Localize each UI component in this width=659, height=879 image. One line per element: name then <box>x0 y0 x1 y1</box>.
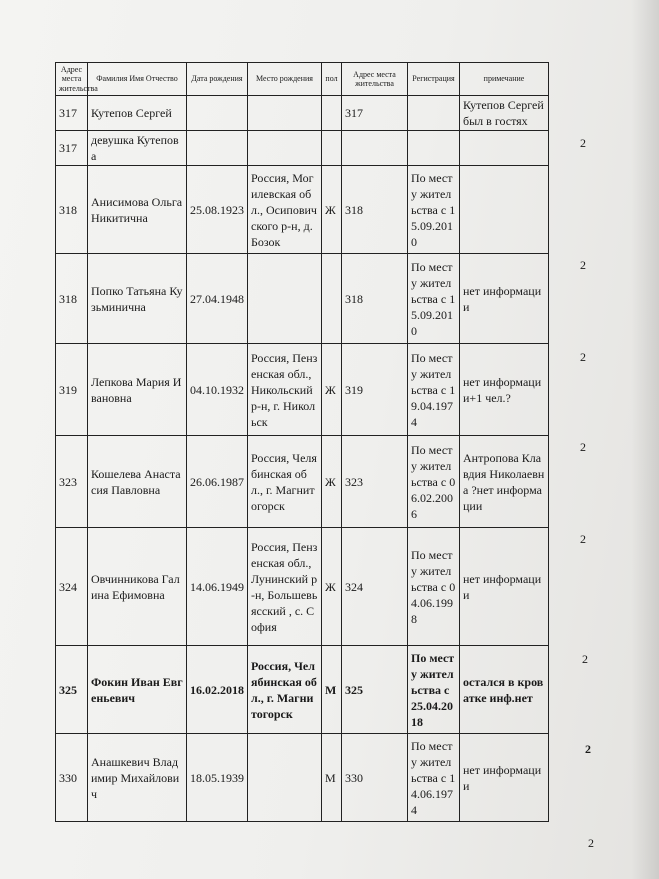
cell-registration: По месту жительства с 19.04.1974 <box>408 344 460 436</box>
header-sex: пол <box>322 63 342 96</box>
cell-address: 318 <box>56 254 88 344</box>
cell-birth-place: Россия, Могилевская обл., Осиповичского р-н, д. Бозок <box>248 166 322 254</box>
margin-mark: 2 <box>580 136 586 150</box>
residents-table <box>55 62 549 822</box>
cell-name: Кутепов Сергей <box>88 96 187 131</box>
cell-note: остался в кроватке инф.нет <box>460 646 549 734</box>
cell-sex <box>322 131 342 166</box>
cell-address: 319 <box>56 344 88 436</box>
cell-registration: По месту жительства с 14.06.1974 <box>408 734 460 822</box>
header-address: Адрес места жительства <box>56 63 88 96</box>
cell-sex: Ж <box>322 344 342 436</box>
cell-name: Кошелева Анастасия Павловна <box>88 436 187 528</box>
header-name: Фамилия Имя Отчество <box>88 63 187 96</box>
cell-birth-date: 16.02.2018 <box>187 646 248 734</box>
cell-note <box>460 166 549 254</box>
cell-note: нет информации <box>460 734 549 822</box>
cell-sex <box>322 96 342 131</box>
table-row <box>56 96 549 131</box>
header-birth-place: Место рождения <box>248 63 322 96</box>
cell-registration: По месту жительства с 15.09.2010 <box>408 166 460 254</box>
cell-sex: Ж <box>322 166 342 254</box>
cell-name: Лепкова Мария Ивановна <box>88 344 187 436</box>
cell-birth-place: Россия, Пензенская обл., Никольский р-н, г. Никольск <box>248 344 322 436</box>
page-edge-shadow <box>631 0 659 879</box>
margin-mark: 2 <box>580 258 586 272</box>
cell-name: Анисимова Ольга Никитична <box>88 166 187 254</box>
cell-residence: 323 <box>342 436 408 528</box>
table-row <box>56 131 549 166</box>
margin-mark: 2 <box>580 350 586 364</box>
cell-registration: По месту жительства с 06.02.2006 <box>408 436 460 528</box>
cell-residence <box>342 131 408 166</box>
cell-sex: М <box>322 646 342 734</box>
cell-name: Попко Татьяна Кузьминична <box>88 254 187 344</box>
cell-address: 318 <box>56 166 88 254</box>
cell-address: 330 <box>56 734 88 822</box>
cell-birth-place: Россия, Пензенская обл., Лунинский р-н, Большевьясский , с. София <box>248 528 322 646</box>
cell-address: 323 <box>56 436 88 528</box>
cell-note: нет информации <box>460 254 549 344</box>
cell-residence: 318 <box>342 166 408 254</box>
cell-birth-date: 25.08.1923 <box>187 166 248 254</box>
cell-birth-date <box>187 131 248 166</box>
cell-registration: По месту жительства с 25.04.2018 <box>408 646 460 734</box>
cell-birth-date: 27.04.1948 <box>187 254 248 344</box>
table-body <box>56 96 549 822</box>
cell-birth-date: 26.06.1987 <box>187 436 248 528</box>
table-row <box>56 734 549 822</box>
table-row <box>56 646 549 734</box>
table-row <box>56 344 549 436</box>
cell-birth-place <box>248 131 322 166</box>
table-row <box>56 254 549 344</box>
cell-residence: 319 <box>342 344 408 436</box>
cell-name: Фокин Иван Евгеньевич <box>88 646 187 734</box>
header-birth-date: Дата рождения <box>187 63 248 96</box>
margin-mark: 2 <box>588 836 594 850</box>
cell-address: 317 <box>56 131 88 166</box>
margin-mark: 2 <box>580 440 586 454</box>
cell-birth-place: Россия, Челябинская обл., г. Магнитогорск <box>248 436 322 528</box>
cell-sex: М <box>322 734 342 822</box>
cell-birth-place: Россия, Челябинская обл., г. Магнитогорск <box>248 646 322 734</box>
table-row <box>56 528 549 646</box>
cell-birth-place <box>248 734 322 822</box>
cell-registration: По месту жительства с 15.09.2010 <box>408 254 460 344</box>
cell-sex: Ж <box>322 436 342 528</box>
table-row <box>56 436 549 528</box>
cell-sex <box>322 254 342 344</box>
cell-birth-place <box>248 254 322 344</box>
cell-note: Антропова Клавдия Николаевна ?нет информации <box>460 436 549 528</box>
cell-name: девушка Кутепова <box>88 131 187 166</box>
cell-birth-place <box>248 96 322 131</box>
header-residence: Адрес места жительства <box>342 63 408 96</box>
cell-address: 325 <box>56 646 88 734</box>
header-registration: Регистрация <box>408 63 460 96</box>
cell-residence: 330 <box>342 734 408 822</box>
cell-residence: 318 <box>342 254 408 344</box>
cell-birth-date: 14.06.1949 <box>187 528 248 646</box>
cell-note: Кутепов Сергей был в гостях <box>460 96 549 131</box>
margin-mark: 2 <box>580 532 586 546</box>
cell-name: Овчинникова Галина Ефимовна <box>88 528 187 646</box>
cell-registration: По месту жительства с 04.06.1998 <box>408 528 460 646</box>
header-row <box>56 63 549 96</box>
cell-residence: 325 <box>342 646 408 734</box>
margin-mark: 2 <box>582 652 588 666</box>
cell-note: нет информации <box>460 528 549 646</box>
cell-residence: 324 <box>342 528 408 646</box>
cell-birth-date <box>187 96 248 131</box>
cell-sex: Ж <box>322 528 342 646</box>
table-header <box>56 63 549 96</box>
table-row <box>56 166 549 254</box>
cell-note <box>460 131 549 166</box>
header-note: примечание <box>460 63 549 96</box>
cell-birth-date: 04.10.1932 <box>187 344 248 436</box>
cell-address: 317 <box>56 96 88 131</box>
cell-address: 324 <box>56 528 88 646</box>
cell-name: Анашкевич Владимир Михайлович <box>88 734 187 822</box>
margin-mark: 2 <box>585 742 591 756</box>
cell-registration <box>408 131 460 166</box>
cell-birth-date: 18.05.1939 <box>187 734 248 822</box>
cell-residence: 317 <box>342 96 408 131</box>
cell-note: нет информации+1 чел.? <box>460 344 549 436</box>
cell-registration <box>408 96 460 131</box>
